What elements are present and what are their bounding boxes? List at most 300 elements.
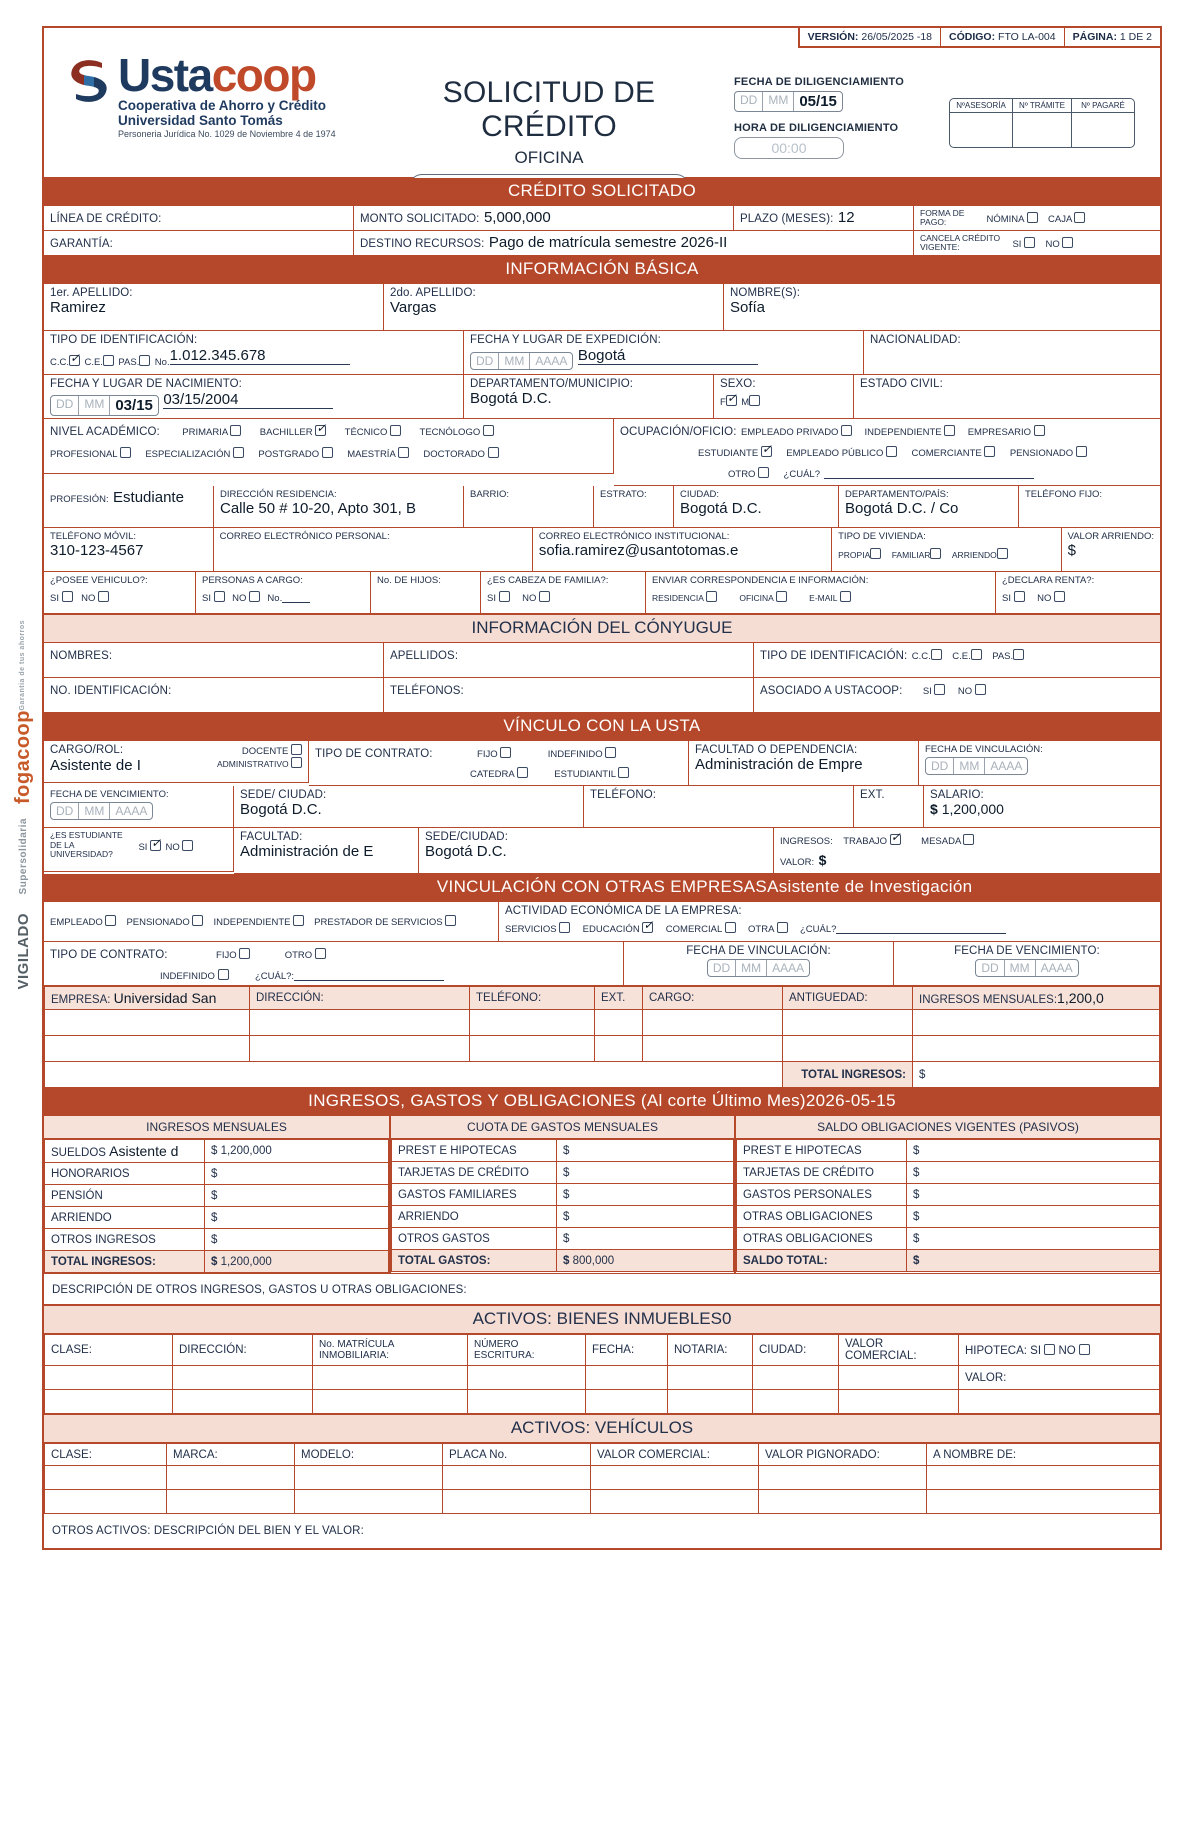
occupation-independiente-checkbox[interactable] bbox=[944, 425, 955, 436]
liability-value-otras2[interactable]: $ bbox=[907, 1228, 1160, 1250]
status-empleado-checkbox[interactable] bbox=[105, 915, 116, 926]
activity-option-otra[interactable] bbox=[748, 924, 788, 935]
field-neighborhood[interactable] bbox=[464, 486, 594, 528]
veh-cell-placa[interactable] bbox=[443, 1490, 591, 1514]
companies-cell-telefono[interactable] bbox=[470, 1010, 595, 1036]
expedition-mm[interactable]: MM bbox=[499, 353, 530, 369]
occupation-option-emp-publico[interactable] bbox=[786, 448, 897, 459]
field-usta-link-date[interactable] bbox=[919, 741, 1160, 786]
field-academic-level[interactable] bbox=[44, 419, 614, 474]
is-student-option-si[interactable] bbox=[138, 842, 161, 853]
academic-option-especializacion[interactable] bbox=[145, 449, 244, 460]
usta-docente-checkbox[interactable] bbox=[291, 744, 302, 755]
field-dept-municipality[interactable] bbox=[464, 375, 714, 419]
tracking-cell-asesoria[interactable] bbox=[950, 113, 1012, 147]
field-stratum[interactable] bbox=[594, 486, 674, 528]
usta-expiry-yyyy[interactable]: AAAA bbox=[115, 804, 148, 819]
student-income-mesada-checkbox[interactable] bbox=[963, 834, 974, 845]
spouse-id-pas-checkbox[interactable] bbox=[1013, 649, 1024, 660]
income-row[interactable] bbox=[45, 1207, 389, 1229]
companies-table-row[interactable] bbox=[45, 1010, 1160, 1036]
occupation-option-pensionado[interactable] bbox=[1010, 448, 1087, 459]
income-row[interactable] bbox=[45, 1163, 389, 1185]
occupation-option-comerciante[interactable] bbox=[912, 448, 996, 459]
activity-educacion-checkbox[interactable] bbox=[642, 922, 653, 933]
birth-yyyy[interactable]: 03/15 bbox=[115, 396, 153, 414]
status-prestador-checkbox[interactable] bbox=[445, 915, 456, 926]
re-cell-direccion[interactable] bbox=[173, 1366, 313, 1390]
field-tax-declaration[interactable] bbox=[996, 572, 1160, 614]
occupation-estudiante-checkbox[interactable] bbox=[761, 446, 772, 457]
veh-cell-marca[interactable] bbox=[167, 1490, 295, 1514]
spouse-id-cc-checkbox[interactable] bbox=[931, 649, 942, 660]
re-cell-fecha[interactable] bbox=[586, 1366, 668, 1390]
vehicles-row[interactable] bbox=[45, 1466, 1160, 1490]
veh-cell-clase[interactable] bbox=[45, 1466, 167, 1490]
occupation-empresario-checkbox[interactable] bbox=[1034, 425, 1045, 436]
academic-bachiller-checkbox[interactable] bbox=[315, 425, 326, 436]
spouse-associated-option-si[interactable] bbox=[923, 686, 946, 697]
usta-role-option-docente[interactable] bbox=[242, 744, 302, 757]
academic-doctorado-checkbox[interactable] bbox=[488, 447, 499, 458]
birth-value[interactable]: 03/15/2004 bbox=[163, 391, 333, 409]
field-usta-salary[interactable] bbox=[924, 786, 1160, 828]
re-cell-valor-comercial[interactable] bbox=[839, 1390, 959, 1414]
is-student-no-checkbox[interactable] bbox=[182, 840, 193, 851]
id-option-ce[interactable] bbox=[84, 357, 113, 368]
field-correspondence[interactable] bbox=[646, 572, 996, 614]
re-th-hipoteca[interactable] bbox=[959, 1335, 1160, 1366]
academic-primaria-checkbox[interactable] bbox=[230, 425, 241, 436]
other-link-yyyy[interactable]: AAAA bbox=[772, 961, 805, 976]
veh-cell-nombre[interactable] bbox=[927, 1490, 1160, 1514]
expedition-date-input[interactable] bbox=[470, 352, 573, 370]
is-student-option-no[interactable] bbox=[166, 842, 194, 853]
status-option-prestador[interactable] bbox=[314, 915, 456, 928]
tax-option-si[interactable] bbox=[1002, 593, 1025, 604]
correspondence-option-residencia[interactable] bbox=[652, 593, 717, 603]
veh-cell-valor-comercial[interactable] bbox=[591, 1466, 759, 1490]
field-student-faculty[interactable] bbox=[234, 828, 419, 874]
liability-value-otras1[interactable]: $ bbox=[907, 1206, 1160, 1228]
occupation-option-independiente[interactable] bbox=[865, 427, 956, 438]
usta-catedra-checkbox[interactable] bbox=[517, 767, 528, 778]
occupation-option-emp-privado[interactable] bbox=[741, 427, 852, 438]
tax-option-no[interactable] bbox=[1037, 593, 1065, 604]
income-row[interactable] bbox=[45, 1185, 389, 1207]
income-row[interactable] bbox=[45, 1140, 389, 1163]
birth-mm[interactable]: MM bbox=[79, 396, 110, 415]
companies-cell-direccion[interactable] bbox=[250, 1036, 470, 1062]
field-dependents[interactable] bbox=[196, 572, 371, 614]
field-student-campus[interactable] bbox=[419, 828, 774, 874]
other-expiry-dd[interactable]: DD bbox=[976, 960, 1004, 976]
payment-nomina-checkbox[interactable] bbox=[1027, 212, 1038, 223]
academic-profesional-checkbox[interactable] bbox=[120, 447, 131, 458]
cancel-option-si[interactable] bbox=[1012, 237, 1035, 250]
id-option-cc[interactable] bbox=[50, 357, 80, 368]
field-email-personal[interactable] bbox=[214, 528, 533, 572]
head-family-no-checkbox[interactable] bbox=[539, 591, 550, 602]
sex-f-checkbox[interactable] bbox=[726, 395, 737, 406]
finance-description[interactable] bbox=[44, 1274, 1160, 1305]
occupation-pensionado-checkbox[interactable] bbox=[1076, 446, 1087, 457]
field-occupation[interactable] bbox=[614, 419, 1160, 486]
activity-option-servicios[interactable] bbox=[505, 924, 570, 935]
field-spouse-surnames[interactable] bbox=[384, 643, 754, 678]
activity-other-input[interactable] bbox=[836, 921, 1006, 934]
dependents-count-input[interactable] bbox=[282, 590, 310, 603]
sex-option-f[interactable] bbox=[720, 397, 737, 408]
expense-row[interactable] bbox=[392, 1228, 734, 1250]
spouse-associated-si-checkbox[interactable] bbox=[934, 684, 945, 695]
expense-value-tarjetas[interactable]: $ bbox=[557, 1162, 734, 1184]
other-fijo-checkbox[interactable] bbox=[239, 948, 250, 959]
id-no-value[interactable]: 1.012.345.678 bbox=[170, 347, 350, 365]
field-usta-phone[interactable] bbox=[584, 786, 854, 828]
field-spouse-id-type[interactable] bbox=[754, 643, 1160, 678]
usta-expiry-dd[interactable]: DD bbox=[51, 803, 79, 819]
spouse-associated-option-no[interactable] bbox=[958, 686, 986, 697]
companies-cell-ingresos[interactable] bbox=[913, 1010, 1160, 1036]
id-pas-checkbox[interactable] bbox=[139, 355, 150, 366]
liability-value-prest[interactable]: $ bbox=[907, 1140, 1160, 1162]
occupation-option-otro[interactable] bbox=[728, 469, 769, 480]
activity-otra-checkbox[interactable] bbox=[777, 922, 788, 933]
academic-option-bachiller[interactable] bbox=[260, 427, 326, 438]
field-economic-activity[interactable] bbox=[499, 902, 1160, 942]
academic-option-tecnologo[interactable] bbox=[420, 427, 494, 438]
re-cell-matricula[interactable] bbox=[313, 1390, 468, 1414]
id-ce-checkbox[interactable] bbox=[103, 355, 114, 366]
fill-date-dd[interactable]: DD bbox=[735, 92, 763, 111]
re-cell-ciudad[interactable] bbox=[753, 1390, 839, 1414]
field-city[interactable] bbox=[674, 486, 839, 528]
veh-cell-placa[interactable] bbox=[443, 1466, 591, 1490]
activity-option-educacion[interactable] bbox=[583, 924, 654, 935]
id-option-pas[interactable] bbox=[118, 357, 150, 368]
sex-m-checkbox[interactable] bbox=[749, 395, 760, 406]
usta-contract-option-indefinido[interactable] bbox=[548, 749, 617, 760]
academic-tecnologo-checkbox[interactable] bbox=[483, 425, 494, 436]
re-cell-notaria[interactable] bbox=[668, 1390, 753, 1414]
field-warranty[interactable] bbox=[44, 231, 354, 256]
field-spouse-associated[interactable] bbox=[754, 678, 1160, 713]
field-surname2[interactable] bbox=[384, 284, 724, 331]
expense-row[interactable] bbox=[392, 1184, 734, 1206]
field-expedition[interactable] bbox=[464, 331, 864, 375]
field-spouse-id-no[interactable] bbox=[44, 678, 384, 713]
expense-row[interactable] bbox=[392, 1162, 734, 1184]
student-income-option-trabajo[interactable] bbox=[843, 836, 900, 847]
field-rent-value[interactable] bbox=[1062, 528, 1160, 572]
field-surname1[interactable] bbox=[44, 284, 384, 331]
occupation-option-empresario[interactable] bbox=[968, 427, 1045, 438]
vehicle-no-checkbox[interactable] bbox=[98, 591, 109, 602]
tax-si-checkbox[interactable] bbox=[1014, 591, 1025, 602]
field-profession[interactable] bbox=[44, 486, 214, 528]
housing-option-familiar[interactable] bbox=[892, 550, 942, 560]
housing-propia-checkbox[interactable] bbox=[870, 548, 881, 559]
field-mobile[interactable] bbox=[44, 528, 214, 572]
re-cell-fecha[interactable] bbox=[586, 1390, 668, 1414]
academic-option-tecnico[interactable] bbox=[345, 427, 401, 438]
field-usta-faculty[interactable] bbox=[689, 741, 919, 786]
companies-table-row[interactable] bbox=[45, 1036, 1160, 1062]
re-cell-valor[interactable] bbox=[959, 1390, 1160, 1414]
expedition-yyyy[interactable]: AAAA bbox=[535, 354, 568, 369]
activity-comercial-checkbox[interactable] bbox=[725, 922, 736, 933]
companies-cell-cargo[interactable] bbox=[643, 1036, 783, 1062]
tax-no-checkbox[interactable] bbox=[1054, 591, 1065, 602]
student-income-option-mesada[interactable] bbox=[921, 836, 974, 847]
housing-option-arriendo[interactable] bbox=[952, 550, 1008, 560]
liability-value-tarjetas[interactable]: $ bbox=[907, 1162, 1160, 1184]
companies-cell-ingresos[interactable] bbox=[913, 1036, 1160, 1062]
payment-option-nomina[interactable] bbox=[986, 212, 1037, 225]
occupation-otro-checkbox[interactable] bbox=[758, 467, 769, 478]
spouse-associated-no-checkbox[interactable] bbox=[975, 684, 986, 695]
companies-cell-empresa[interactable] bbox=[45, 1036, 250, 1062]
re-cell-direccion[interactable] bbox=[173, 1390, 313, 1414]
tracking-cell-pagare[interactable] bbox=[1072, 113, 1134, 147]
re-mortgage-si-checkbox[interactable] bbox=[1044, 1344, 1055, 1355]
field-email-institutional[interactable] bbox=[533, 528, 832, 572]
re-cell-escritura[interactable] bbox=[468, 1366, 586, 1390]
expedition-dd[interactable]: DD bbox=[471, 353, 499, 369]
field-other-contract[interactable] bbox=[44, 942, 624, 986]
other-contract-other-input[interactable] bbox=[294, 968, 444, 981]
academic-option-maestria[interactable] bbox=[347, 449, 409, 460]
field-usta-contract[interactable] bbox=[309, 741, 689, 786]
correspondence-residencia-checkbox[interactable] bbox=[706, 591, 717, 602]
housing-familiar-checkbox[interactable] bbox=[930, 548, 941, 559]
academic-maestria-checkbox[interactable] bbox=[398, 447, 409, 458]
usta-contract-option-estudiantil[interactable] bbox=[554, 769, 629, 780]
birth-date-input[interactable] bbox=[50, 395, 159, 416]
head-family-option-si[interactable] bbox=[487, 593, 510, 604]
academic-especializacion-checkbox[interactable] bbox=[233, 447, 244, 458]
other-contract-option-fijo[interactable] bbox=[216, 950, 250, 961]
field-other-expiry[interactable] bbox=[894, 942, 1160, 986]
status-option-pensionado[interactable] bbox=[126, 915, 203, 928]
dependents-no-checkbox[interactable] bbox=[249, 591, 260, 602]
status-option-independiente[interactable] bbox=[213, 915, 304, 928]
field-spouse-phones[interactable] bbox=[384, 678, 754, 713]
correspondence-option-oficina[interactable] bbox=[739, 593, 786, 603]
other-otro-checkbox[interactable] bbox=[315, 948, 326, 959]
field-other-link-date[interactable] bbox=[624, 942, 894, 986]
status-independiente-checkbox[interactable] bbox=[293, 915, 304, 926]
re-cell-escritura[interactable] bbox=[468, 1390, 586, 1414]
sex-option-m[interactable] bbox=[741, 397, 760, 408]
fill-date-mm[interactable]: MM bbox=[763, 92, 794, 111]
field-birth[interactable] bbox=[44, 375, 464, 419]
field-usta-ext[interactable] bbox=[854, 786, 924, 828]
is-student-si-checkbox[interactable] bbox=[150, 840, 161, 851]
income-value-arriendo[interactable]: $ bbox=[205, 1207, 389, 1229]
companies-cell-cargo[interactable] bbox=[643, 1010, 783, 1036]
other-expiry-yyyy[interactable]: AAAA bbox=[1040, 961, 1073, 976]
re-cell-matricula[interactable] bbox=[313, 1366, 468, 1390]
field-dept-country[interactable] bbox=[839, 486, 1019, 528]
other-indefinido-checkbox[interactable] bbox=[218, 969, 229, 980]
head-family-option-no[interactable] bbox=[522, 593, 550, 604]
usta-indefinido-checkbox[interactable] bbox=[605, 747, 616, 758]
liability-row[interactable] bbox=[737, 1162, 1160, 1184]
usta-contract-option-fijo[interactable] bbox=[477, 749, 511, 760]
re-cell-ciudad[interactable] bbox=[753, 1366, 839, 1390]
field-names[interactable] bbox=[724, 284, 1160, 331]
veh-cell-valor-pignorado[interactable] bbox=[759, 1490, 927, 1514]
field-sex[interactable] bbox=[714, 375, 854, 419]
re-cell-clase[interactable] bbox=[45, 1390, 173, 1414]
birth-dd[interactable]: DD bbox=[51, 396, 79, 415]
veh-cell-nombre[interactable] bbox=[927, 1466, 1160, 1490]
id-cc-checkbox[interactable] bbox=[69, 355, 80, 366]
income-value-honorarios[interactable]: $ bbox=[205, 1163, 389, 1185]
re-cell-valor-comercial[interactable] bbox=[839, 1366, 959, 1390]
other-contract-option-otro[interactable] bbox=[285, 950, 326, 961]
real-estate-row[interactable] bbox=[45, 1390, 1160, 1414]
field-credit-line[interactable] bbox=[44, 206, 354, 231]
usta-link-mm[interactable]: MM bbox=[954, 758, 985, 774]
expense-value-arriendo[interactable]: $ bbox=[557, 1206, 734, 1228]
income-row[interactable] bbox=[45, 1229, 389, 1251]
companies-cell-antiguedad[interactable] bbox=[783, 1036, 913, 1062]
veh-cell-valor-comercial[interactable] bbox=[591, 1490, 759, 1514]
activity-option-comercial[interactable] bbox=[666, 924, 736, 935]
liability-row[interactable] bbox=[737, 1228, 1160, 1250]
usta-link-date-input[interactable] bbox=[925, 757, 1028, 775]
head-family-si-checkbox[interactable] bbox=[499, 591, 510, 602]
usta-link-yyyy[interactable]: AAAA bbox=[990, 759, 1023, 774]
usta-link-dd[interactable]: DD bbox=[926, 758, 954, 774]
dependents-option-no[interactable] bbox=[232, 593, 260, 604]
other-link-dd[interactable]: DD bbox=[708, 960, 736, 976]
field-children[interactable] bbox=[371, 572, 481, 614]
academic-option-profesional[interactable] bbox=[50, 449, 131, 460]
expense-value-prest[interactable]: $ bbox=[557, 1140, 734, 1162]
usta-fijo-checkbox[interactable] bbox=[500, 747, 511, 758]
occupation-emp-privado-checkbox[interactable] bbox=[841, 425, 852, 436]
income-value-pension[interactable]: $ bbox=[205, 1185, 389, 1207]
spouse-id-option-cc[interactable] bbox=[912, 651, 942, 662]
field-housing-type[interactable] bbox=[832, 528, 1061, 572]
academic-option-postgrado[interactable] bbox=[258, 449, 332, 460]
income-value-otros[interactable]: $ bbox=[205, 1229, 389, 1251]
occupation-other-input[interactable] bbox=[824, 466, 1034, 479]
other-assets-field[interactable] bbox=[44, 1514, 1160, 1548]
liability-value-personales[interactable]: $ bbox=[907, 1184, 1160, 1206]
correspondence-option-email[interactable] bbox=[809, 593, 850, 603]
veh-cell-clase[interactable] bbox=[45, 1490, 167, 1514]
fill-time-input[interactable]: 00:00 bbox=[734, 137, 844, 159]
other-expiry-input[interactable] bbox=[975, 959, 1078, 977]
field-employment-status[interactable] bbox=[44, 902, 499, 942]
activity-servicios-checkbox[interactable] bbox=[559, 922, 570, 933]
other-contract-option-indefinido[interactable] bbox=[160, 971, 229, 982]
liability-row[interactable] bbox=[737, 1140, 1160, 1162]
other-link-mm[interactable]: MM bbox=[736, 960, 767, 976]
field-is-student[interactable] bbox=[44, 828, 234, 872]
field-head-of-family[interactable] bbox=[481, 572, 646, 614]
liability-row[interactable] bbox=[737, 1206, 1160, 1228]
housing-option-propia[interactable] bbox=[838, 550, 881, 560]
field-payment-method[interactable] bbox=[914, 206, 1160, 231]
companies-cell-telefono[interactable] bbox=[470, 1036, 595, 1062]
cancel-si-checkbox[interactable] bbox=[1024, 237, 1035, 248]
companies-cell-antiguedad[interactable] bbox=[783, 1010, 913, 1036]
re-cell-clase[interactable] bbox=[45, 1366, 173, 1390]
housing-arriendo-checkbox[interactable] bbox=[997, 548, 1008, 559]
companies-cell-ext[interactable] bbox=[595, 1036, 643, 1062]
companies-cell-ext[interactable] bbox=[595, 1010, 643, 1036]
field-cancel-credit[interactable] bbox=[914, 231, 1160, 256]
field-marital-status[interactable] bbox=[854, 375, 1160, 419]
expense-row[interactable] bbox=[392, 1140, 734, 1162]
field-spouse-names[interactable] bbox=[44, 643, 384, 678]
vehicles-row[interactable] bbox=[45, 1490, 1160, 1514]
companies-cell-direccion[interactable] bbox=[250, 1010, 470, 1036]
payment-caja-checkbox[interactable] bbox=[1074, 212, 1085, 223]
expense-value-familiares[interactable]: $ bbox=[557, 1184, 734, 1206]
field-address[interactable] bbox=[214, 486, 464, 528]
fill-date-input[interactable] bbox=[734, 91, 843, 112]
veh-cell-marca[interactable] bbox=[167, 1466, 295, 1490]
academic-option-doctorado[interactable] bbox=[423, 449, 498, 460]
student-income-trabajo-checkbox[interactable] bbox=[890, 834, 901, 845]
correspondence-oficina-checkbox[interactable] bbox=[776, 591, 787, 602]
veh-cell-modelo[interactable] bbox=[295, 1490, 443, 1514]
field-usta-role[interactable] bbox=[44, 741, 309, 783]
field-usta-campus[interactable] bbox=[234, 786, 584, 828]
dependents-option-si[interactable] bbox=[202, 593, 225, 604]
spouse-id-option-pas[interactable] bbox=[992, 651, 1024, 662]
other-expiry-mm[interactable]: MM bbox=[1005, 960, 1036, 976]
veh-cell-modelo[interactable] bbox=[295, 1466, 443, 1490]
cancel-option-no[interactable] bbox=[1046, 237, 1074, 250]
status-option-empleado[interactable] bbox=[50, 915, 116, 928]
field-student-income[interactable] bbox=[774, 828, 1160, 874]
spouse-id-option-ce[interactable] bbox=[952, 651, 981, 662]
field-landline[interactable] bbox=[1019, 486, 1160, 528]
occupation-comerciante-checkbox[interactable] bbox=[984, 446, 995, 457]
income-value-sueldos[interactable]: $ 1,200,000 bbox=[205, 1140, 389, 1163]
occupation-emp-publico-checkbox[interactable] bbox=[886, 446, 897, 457]
occupation-option-estudiante[interactable] bbox=[698, 448, 772, 459]
field-id-type[interactable] bbox=[44, 331, 464, 375]
cancel-no-checkbox[interactable] bbox=[1062, 237, 1073, 248]
field-usta-expiry[interactable] bbox=[44, 786, 234, 828]
fill-date-yyyy[interactable]: 05/15 bbox=[799, 93, 837, 110]
field-vehicle[interactable] bbox=[44, 572, 196, 614]
usta-contract-option-catedra[interactable] bbox=[470, 769, 528, 780]
payment-option-caja[interactable] bbox=[1048, 212, 1085, 225]
field-nationality[interactable] bbox=[864, 331, 1160, 375]
usta-role-option-administrativo[interactable] bbox=[217, 757, 302, 769]
correspondence-email-checkbox[interactable] bbox=[840, 591, 851, 602]
academic-option-primaria[interactable] bbox=[182, 427, 241, 438]
vehicle-option-si[interactable] bbox=[50, 593, 73, 604]
usta-administrativo-checkbox[interactable] bbox=[291, 757, 302, 768]
expedition-place[interactable]: Bogotá bbox=[578, 347, 758, 365]
companies-cell-empresa[interactable] bbox=[45, 1010, 250, 1036]
re-cell-notaria[interactable] bbox=[668, 1366, 753, 1390]
veh-cell-valor-pignorado[interactable] bbox=[759, 1466, 927, 1490]
re-mortgage-no-checkbox[interactable] bbox=[1079, 1344, 1090, 1355]
usta-expiry-mm[interactable]: MM bbox=[79, 803, 110, 819]
